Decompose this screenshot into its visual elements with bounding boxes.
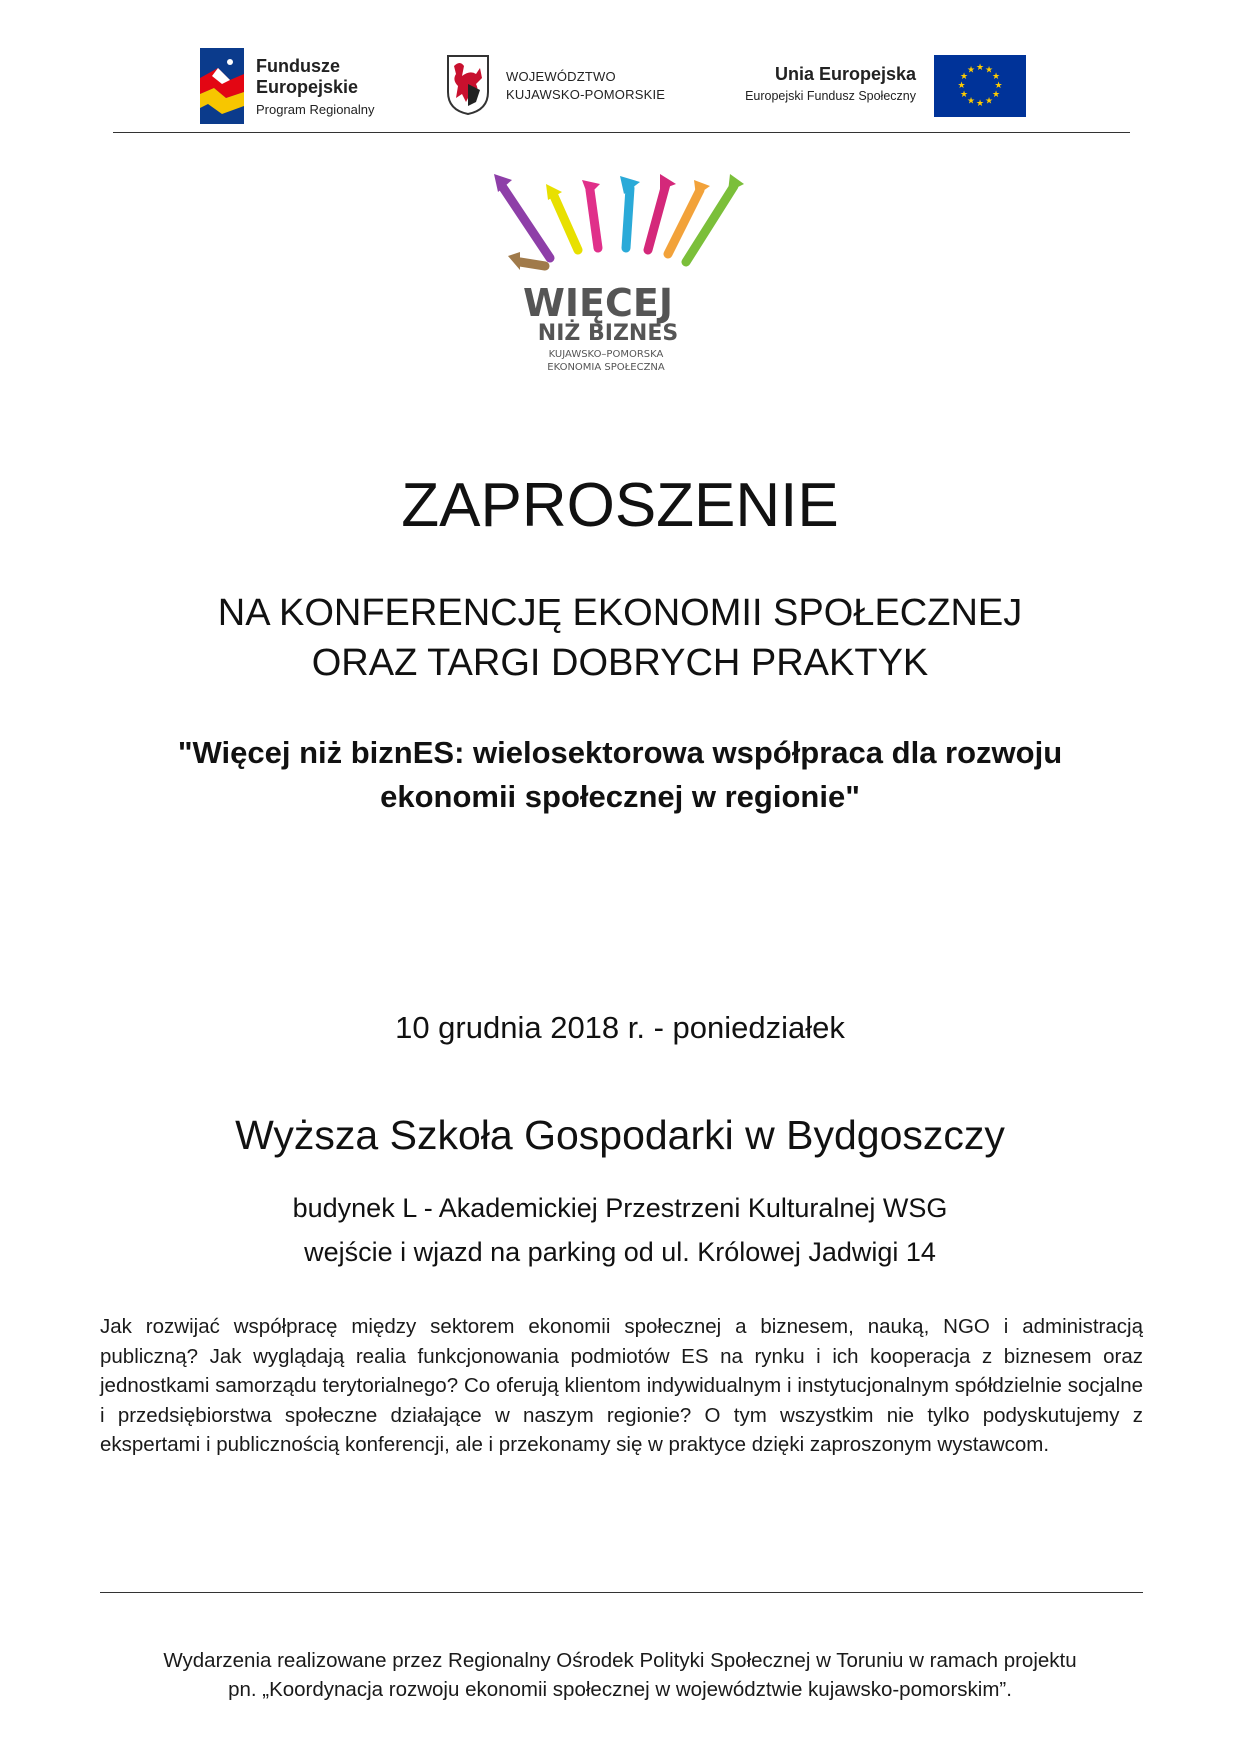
event-address <box>0 1186 1240 1274</box>
griffin-shield-icon <box>446 54 490 116</box>
svg-text:★: ★ <box>975 63 985 73</box>
fundusze-europejskie-logo <box>200 48 410 124</box>
subtitle-line2: ORAZ TARGI DOBRYCH PRAKTYK <box>311 642 929 684</box>
footer-note <box>0 1646 1240 1704</box>
ue-logo-line2: Europejski Fundusz Społeczny <box>745 89 916 103</box>
subtitle-line1: NA KONFERENCJĘ EKONOMII SPOŁECZNEJ <box>217 592 1023 634</box>
svg-text:★: ★ <box>991 90 1001 100</box>
fundusze-logo-line2: Europejskie <box>256 77 359 97</box>
svg-text:★: ★ <box>984 65 994 76</box>
invitation-title: ZAPROSZENIE <box>401 471 839 540</box>
footer-line1: Wydarzenia realizowane przez Regionalny Ośrodek Polityki Społecznej w Toruniu w ramach projektu <box>163 1649 1077 1672</box>
wojewodztwo-logo-line2: KUJAWSKO-POMORSKIE <box>506 87 666 102</box>
svg-text:★: ★ <box>994 81 1003 91</box>
event-building: budynek L - Akademickiej Przestrzeni Kulturalnej WSG <box>292 1193 948 1223</box>
conference-name-line1: "Więcej niż biznES: wielosektorowa współpraca dla rozwoju <box>177 735 1063 770</box>
fundusze-logo-line1: Fundusze <box>256 56 340 76</box>
header-divider <box>113 132 1130 133</box>
footer-divider <box>100 1592 1143 1593</box>
svg-text:★: ★ <box>957 81 966 91</box>
svg-text:★: ★ <box>991 72 1001 82</box>
event-description: Jak rozwijać współpracę między sektorem ekonomii społecznej a biznesem, nauką, NGO i administracją publiczną? Jak wyglądają realia funkcjonowania podmiotów ES na rynku i ich kooperacja z biznesem oraz jednostkami samorządu terytorialnego? Co oferują klientom indywidualnym i instytucjonalnym spółdzielnie socjalne i przedsiębiorstwa społeczne działające w naszym regionie? O tym wszystkim nie tylko podyskutujemy z ekspertami i publicznością konferencji, ale i przekonamy się w praktyce dzięki zaproszonym wystawcom. <box>100 1315 1143 1456</box>
fundusze-europejskie-flag-icon <box>200 48 244 124</box>
svg-text:★: ★ <box>975 99 985 109</box>
logo-text-line1: WIĘCEJ <box>523 281 673 325</box>
logo-text-line2: NIŻ BIZNES <box>537 321 679 346</box>
wojewodztwo-logo <box>446 54 706 118</box>
footer-line2: pn. „Koordynacja rozwoju ekonomii społecznej w województwie kujawsko-pomorskim”. <box>228 1678 1012 1701</box>
ue-logo-line1: Unia Europejska <box>774 64 916 84</box>
conference-name-line2: ekonomii społecznej w regionie" <box>380 779 860 814</box>
fundusze-logo-line3: Program Regionalny <box>256 102 375 117</box>
conference-name <box>0 731 1240 819</box>
eu-flag-icon <box>934 55 1026 117</box>
svg-text:★: ★ <box>966 96 976 107</box>
logo-text-line4: EKONOMIA SPOŁECZNA <box>547 362 665 373</box>
svg-text:★: ★ <box>959 72 969 82</box>
unia-europejska-logo <box>726 55 1026 117</box>
invitation-subtitle <box>0 588 1240 688</box>
event-entrance: wejście i wjazd na parking od ul. Królowej Jadwigi 14 <box>304 1237 936 1267</box>
logo-text-line3: KUJAWSKO–POMORSKA <box>548 349 664 360</box>
svg-text:★: ★ <box>984 96 994 107</box>
event-date: 10 grudnia 2018 r. - poniedziałek <box>395 1010 845 1045</box>
svg-text:★: ★ <box>959 90 969 100</box>
svg-text:★: ★ <box>966 65 976 76</box>
arrows-fan-icon <box>490 170 770 410</box>
event-venue: Wyższa Szkoła Gospodarki w Bydgoszczy <box>235 1112 1005 1158</box>
wiecej-niz-biznes-logo <box>490 170 770 410</box>
wojewodztwo-logo-line1: WOJEWÓDZTWO <box>506 69 616 84</box>
